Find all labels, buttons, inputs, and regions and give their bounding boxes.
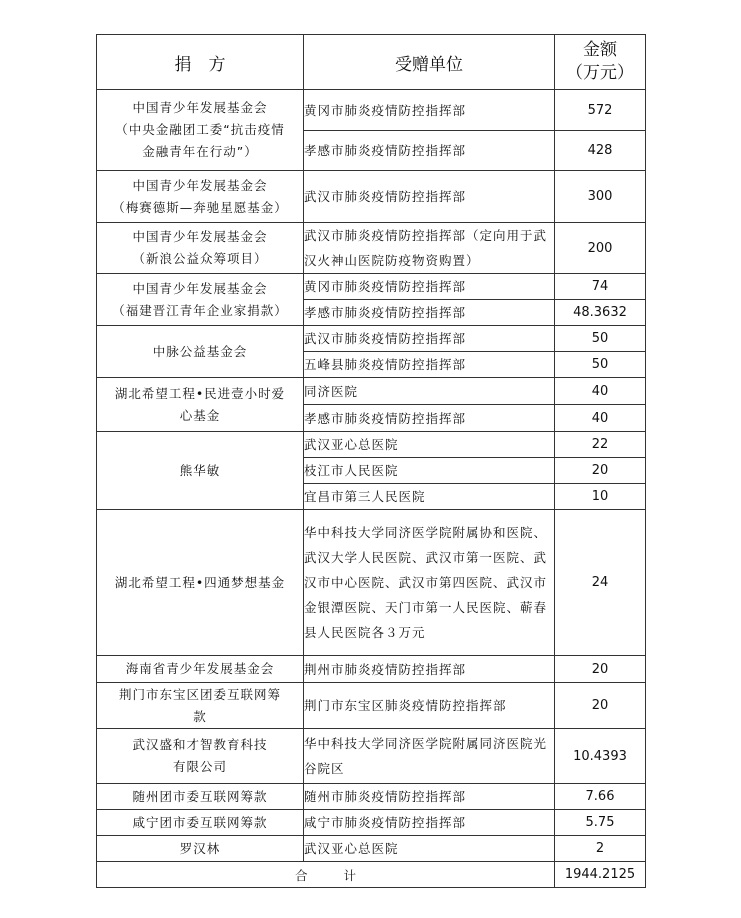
total-amount: 1944.2125 <box>555 862 646 888</box>
donor-line: 中国青少年发展基金会 <box>132 229 268 244</box>
donor-line: 熊华敏 <box>179 462 221 478</box>
recipient-cell: 孝感市肺炎疫情防控指挥部 <box>304 131 555 171</box>
table-row <box>97 510 646 656</box>
donor-line: 荆门市东宝区团委互联网筹 <box>118 686 281 702</box>
amount-cell: 428 <box>555 131 646 171</box>
donor-line: 咸宁团市委互联网筹款 <box>132 814 268 830</box>
amount-cell: 20 <box>555 656 646 683</box>
recipient-cell: 武汉亚心总医院 <box>304 432 555 458</box>
amount-cell: 10 <box>555 484 646 510</box>
total-label-part1: 合 <box>294 867 308 883</box>
donor-line: 中国青少年发展基金会 <box>132 280 268 296</box>
donor-line: （中央金融团工委“抗击疫情 <box>115 122 285 137</box>
donor-cell <box>97 171 304 223</box>
donor-cell <box>97 784 304 810</box>
donor-line: 款 <box>193 708 207 724</box>
amount-cell: 50 <box>555 326 646 352</box>
amount-cell: 2 <box>555 836 646 862</box>
donor-line: （福建晋江青年企业家捐款） <box>112 302 288 318</box>
amount-header-line2: （万元） <box>566 63 634 83</box>
donor-line: 罗汉林 <box>179 840 221 856</box>
donor-line: 心基金 <box>179 407 221 423</box>
donor-column-header: 捐 方 <box>97 35 304 90</box>
recipient-cell: 枝江市人民医院 <box>304 458 555 484</box>
total-row <box>97 862 646 888</box>
total-label <box>97 862 555 888</box>
recipient-cell: 黄冈市肺炎疫情防控指挥部 <box>304 274 555 300</box>
recipient-cell: 孝感市肺炎疫情防控指挥部 <box>304 300 555 326</box>
table-row <box>97 656 646 683</box>
amount-cell: 50 <box>555 352 646 378</box>
recipient-cell: 华中科技大学同济医学院附属协和医院、武汉大学人民医院、武汉市第一医院、武汉市中心医院、武汉市第四医院、武汉市金银潭医院、天门市第一人民医院、蕲春县人民医院各３万元 <box>304 510 555 656</box>
recipient-cell: 荆门市东宝区肺炎疫情防控指挥部 <box>304 683 555 729</box>
amount-cell: 48.3632 <box>555 300 646 326</box>
donor-line: 武汉盛和才智教育科技 <box>132 737 268 752</box>
recipient-cell: 咸宁市肺炎疫情防控指挥部 <box>304 810 555 836</box>
table-row <box>97 729 646 784</box>
donor-cell <box>97 326 304 378</box>
recipient-cell: 黄冈市肺炎疫情防控指挥部 <box>304 90 555 131</box>
donor-cell <box>97 510 304 656</box>
amount-cell: 24 <box>555 510 646 656</box>
amount-cell: 5.75 <box>555 810 646 836</box>
recipient-cell: 华中科技大学同济医学院附属同济医院光谷院区 <box>304 729 555 784</box>
amount-cell: 22 <box>555 432 646 458</box>
amount-header-line1: 金额 <box>583 40 617 60</box>
donor-cell <box>97 683 304 729</box>
amount-cell: 10.4393 <box>555 729 646 784</box>
donor-cell <box>97 656 304 683</box>
amount-cell: 40 <box>555 378 646 405</box>
recipient-cell: 武汉亚心总医院 <box>304 836 555 862</box>
table-row <box>97 90 646 131</box>
amount-cell: 200 <box>555 223 646 274</box>
recipient-cell: 武汉市肺炎疫情防控指挥部 <box>304 171 555 223</box>
recipient-cell: 武汉市肺炎疫情防控指挥部（定向用于武汉火神山医院防疫物资购置） <box>304 223 555 274</box>
donor-line: （梅赛德斯—奔驰星愿基金） <box>112 199 288 215</box>
donor-line: 有限公司 <box>172 759 227 774</box>
amount-cell: 572 <box>555 90 646 131</box>
recipient-cell: 随州市肺炎疫情防控指挥部 <box>304 784 555 810</box>
amount-cell: 20 <box>555 683 646 729</box>
donor-line: 中国青少年发展基金会 <box>132 177 268 193</box>
donor-cell <box>97 223 304 274</box>
donor-line: 海南省青少年发展基金会 <box>125 661 275 676</box>
recipient-column-header: 受赠单位 <box>304 35 555 90</box>
amount-cell: 7.66 <box>555 784 646 810</box>
table-row <box>97 274 646 300</box>
table-row <box>97 378 646 405</box>
donor-cell <box>97 274 304 326</box>
recipient-cell: 孝感市肺炎疫情防控指挥部 <box>304 405 555 432</box>
donor-line: 中国青少年发展基金会 <box>132 100 268 115</box>
donor-line: 湖北希望工程•民进壹小时爱 <box>114 385 286 401</box>
donor-line: 金融青年在行动”） <box>142 144 258 159</box>
amount-column-header <box>555 35 646 90</box>
table-row <box>97 836 646 862</box>
table-row <box>97 326 646 352</box>
table-row <box>97 683 646 729</box>
donor-cell <box>97 810 304 836</box>
donor-cell <box>97 836 304 862</box>
donor-line: （新浪公益众筹项目） <box>132 251 268 266</box>
recipient-cell: 同济医院 <box>304 378 555 405</box>
recipient-cell: 宜昌市第三人民医院 <box>304 484 555 510</box>
recipient-cell: 五峰县肺炎疫情防控指挥部 <box>304 352 555 378</box>
donor-line: 湖北希望工程•四通梦想基金 <box>114 574 286 590</box>
donation-table <box>96 34 646 888</box>
amount-cell: 74 <box>555 274 646 300</box>
donor-cell <box>97 378 304 432</box>
donor-line: 中脉公益基金会 <box>152 343 248 359</box>
donor-cell <box>97 90 304 171</box>
recipient-cell: 武汉市肺炎疫情防控指挥部 <box>304 326 555 352</box>
amount-cell: 300 <box>555 171 646 223</box>
recipient-cell: 荆州市肺炎疫情防控指挥部 <box>304 656 555 683</box>
table-row <box>97 784 646 810</box>
table-row <box>97 432 646 458</box>
total-label-part2: 计 <box>343 867 357 883</box>
table-row <box>97 223 646 274</box>
header-row <box>97 35 646 90</box>
table-row <box>97 171 646 223</box>
donor-line: 随州团市委互联网筹款 <box>132 788 268 804</box>
amount-cell: 20 <box>555 458 646 484</box>
table-body <box>97 90 646 862</box>
donor-cell <box>97 432 304 510</box>
donor-cell <box>97 729 304 784</box>
table-row <box>97 810 646 836</box>
amount-cell: 40 <box>555 405 646 432</box>
